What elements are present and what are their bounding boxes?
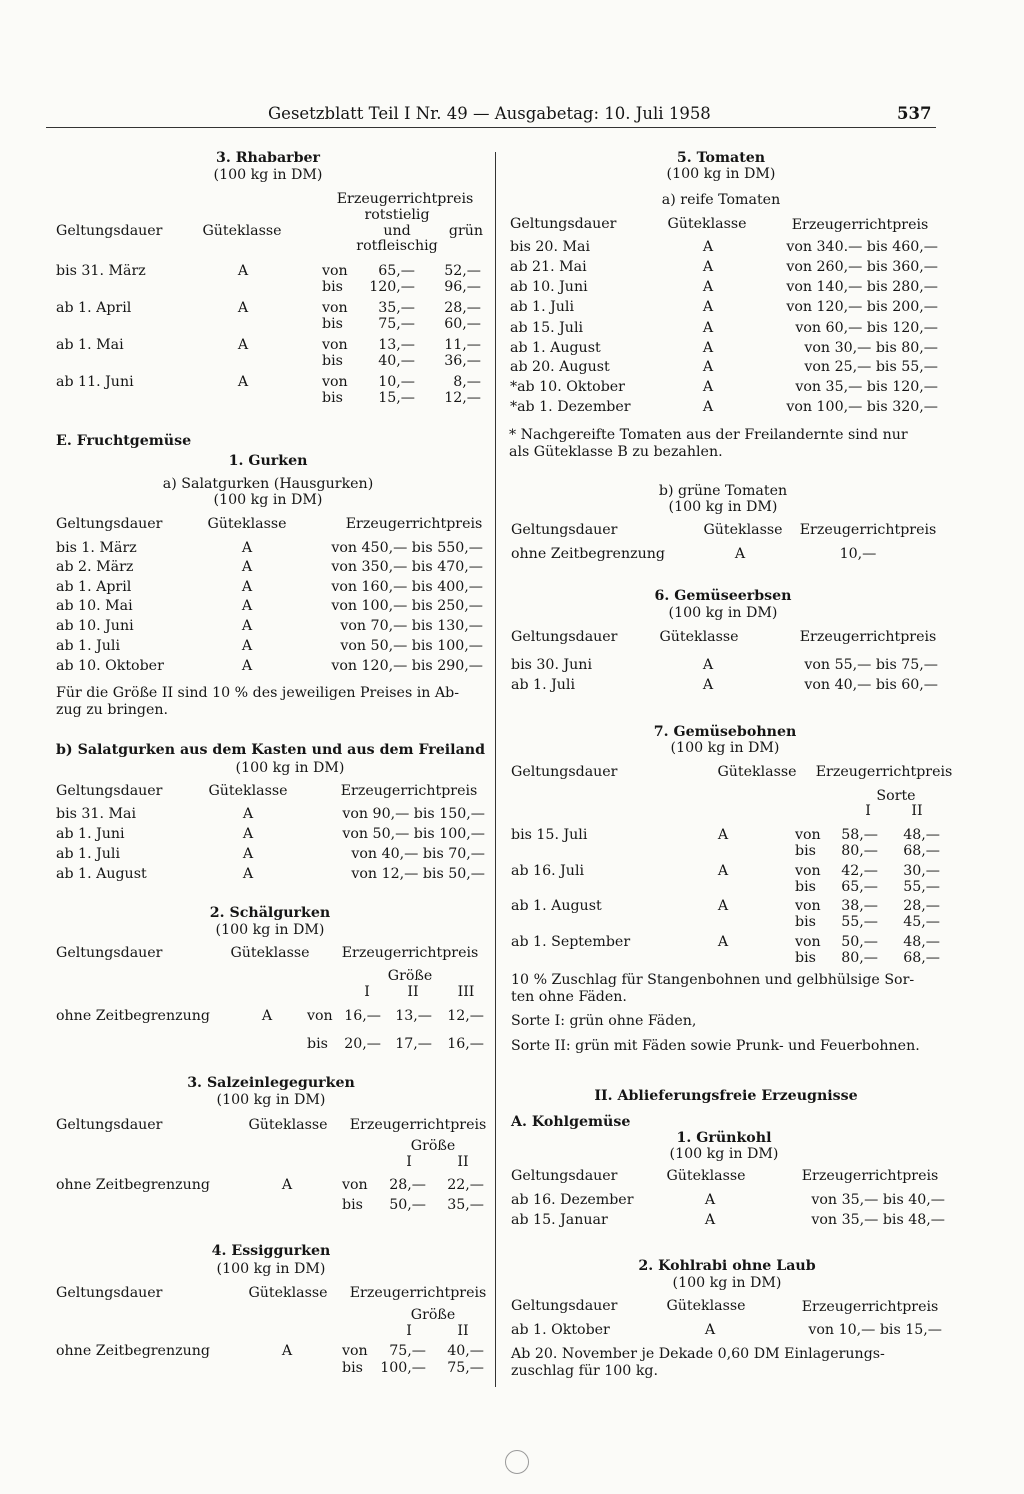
row-price: von 60,— bis 120,— <box>795 320 938 336</box>
row-class: A <box>237 374 249 390</box>
size-header: I <box>364 984 370 1000</box>
column-header: Erzeugerrichtpreis <box>801 1168 939 1184</box>
column-header: Erzeugerrichtpreis <box>349 1117 487 1133</box>
row-value: 75,— <box>389 1343 426 1359</box>
row-value: 16,— <box>447 1036 484 1052</box>
row-price: von 90,— bis 150,— <box>342 806 485 822</box>
column-header: Geltungsdauer <box>511 522 618 538</box>
column-header: Güteklasse <box>717 764 797 780</box>
row-price: von 25,— bis 55,— <box>804 359 938 375</box>
row-class: A <box>237 337 249 353</box>
row-period: ab 1. April <box>56 579 132 595</box>
stamp-mark <box>505 1450 529 1474</box>
row-value: 60,— <box>444 316 481 332</box>
row-class: A <box>717 898 729 914</box>
row-value: 80,— <box>841 843 878 859</box>
header-rule <box>46 127 936 128</box>
column-header: Geltungsdauer <box>511 1168 618 1184</box>
size-header: Größe <box>410 1307 456 1323</box>
row-class: A <box>242 826 254 842</box>
row-value: 13,— <box>395 1008 432 1024</box>
column-header: Güteklasse <box>207 516 287 532</box>
row-period: ab 15. Juli <box>510 320 584 336</box>
row-class: A <box>717 827 729 843</box>
row-class: A <box>242 806 254 822</box>
row-class: A <box>704 1322 716 1338</box>
row-price: 10,— <box>839 546 877 562</box>
row-value: 35,— <box>378 300 415 316</box>
row-word: bis <box>322 353 343 369</box>
column-header: Geltungsdauer <box>56 516 163 532</box>
row-value: 58,— <box>841 827 878 843</box>
row-price: von 50,— bis 100,— <box>342 826 485 842</box>
section-title: 3. Rhabarber <box>215 150 321 166</box>
section-title: 6. Gemüseerbsen <box>654 588 792 604</box>
row-price: von 12,— bis 50,— <box>351 866 485 882</box>
column-header: Güteklasse <box>667 216 747 232</box>
row-price: von 100,— bis 320,— <box>786 399 938 415</box>
column-header: Erzeugerrichtpreis <box>799 629 937 645</box>
column-header: Güteklasse <box>202 223 282 239</box>
row-word: von <box>322 263 348 279</box>
section-title: 3. Salzeinlegegurken <box>187 1075 355 1091</box>
row-class: A <box>241 638 253 654</box>
note-text: ten ohne Fäden. <box>511 989 627 1005</box>
row-value: 68,— <box>903 950 940 966</box>
row-value: 80,— <box>841 950 878 966</box>
row-price: von 30,— bis 80,— <box>804 340 938 356</box>
row-class: A <box>734 546 746 562</box>
unit-label: (100 kg in DM) <box>213 492 323 508</box>
row-period: ab 1. August <box>510 340 601 356</box>
row-class: A <box>241 618 253 634</box>
row-period: bis 31. Mai <box>56 806 137 822</box>
column-header: Geltungsdauer <box>56 783 163 799</box>
row-class: A <box>717 934 729 950</box>
note-text: Ab 20. November je Dekade 0,60 DM Einlagerungs- <box>511 1346 885 1362</box>
row-word: bis <box>342 1197 363 1213</box>
size-header: I <box>865 803 871 819</box>
row-value: 55,— <box>903 879 940 895</box>
unit-label: (100 kg in DM) <box>669 1146 779 1162</box>
row-period: bis 20. Mai <box>510 239 591 255</box>
row-period: ab 1. Juni <box>56 826 125 842</box>
column-header: Erzeugerrichtpreis <box>340 783 478 799</box>
row-word: von <box>795 827 821 843</box>
row-class: A <box>702 239 714 255</box>
size-header: II <box>911 803 923 819</box>
row-value: 55,— <box>841 914 878 930</box>
column-header: Erzeugerrichtpreis <box>801 1299 939 1315</box>
row-word: bis <box>795 843 816 859</box>
row-class: A <box>702 299 714 315</box>
unit-label: (100 kg in DM) <box>235 760 345 776</box>
row-value: 42,— <box>841 863 878 879</box>
section-title: 1. Gurken <box>228 453 308 469</box>
row-class: A <box>281 1177 293 1193</box>
row-price: von 35,— bis 48,— <box>811 1212 945 1228</box>
note-text: 10 % Zuschlag für Stangenbohnen und gelbhülsige Sor- <box>511 972 915 988</box>
row-class: A <box>702 279 714 295</box>
row-period: ab 16. Juli <box>511 863 585 879</box>
row-price: von 120,— bis 200,— <box>786 299 938 315</box>
unit-label: (100 kg in DM) <box>668 605 778 621</box>
row-price: von 100,— bis 250,— <box>331 598 483 614</box>
row-price: von 340.— bis 460,— <box>786 239 938 255</box>
row-word: bis <box>795 950 816 966</box>
row-word: bis <box>795 879 816 895</box>
row-class: A <box>237 263 249 279</box>
row-class: A <box>702 677 714 693</box>
row-price: von 50,— bis 100,— <box>340 638 483 654</box>
row-price: von 260,— bis 360,— <box>786 259 938 275</box>
row-word: bis <box>307 1036 328 1052</box>
row-value: 48,— <box>903 827 940 843</box>
row-value: 13,— <box>378 337 415 353</box>
row-price: von 35,— bis 40,— <box>811 1192 945 1208</box>
unit-label: (100 kg in DM) <box>215 922 325 938</box>
row-class: A <box>241 579 253 595</box>
section-title: 4. Essiggurken <box>211 1243 331 1259</box>
row-class: A <box>717 863 729 879</box>
row-period: ab 1. April <box>56 300 132 316</box>
column-divider <box>495 152 496 1387</box>
row-word: von <box>795 863 821 879</box>
row-class: A <box>702 399 714 415</box>
row-word: von <box>322 374 348 390</box>
row-class: A <box>702 340 714 356</box>
row-period: ab 1. Oktober <box>511 1322 610 1338</box>
row-value: 16,— <box>344 1008 381 1024</box>
row-value: 40,— <box>378 353 415 369</box>
row-class: A <box>241 540 253 556</box>
row-price: von 120,— bis 290,— <box>331 658 483 674</box>
column-header: Erzeugerrichtpreis <box>349 1285 487 1301</box>
row-value: 45,— <box>903 914 940 930</box>
row-value: 35,— <box>447 1197 484 1213</box>
subsection-title: a) reife Tomaten <box>661 192 781 208</box>
section-title: 2. Schälgurken <box>209 905 331 921</box>
column-header: Erzeugerrichtpreis <box>791 217 929 233</box>
row-value: 96,— <box>444 279 481 295</box>
row-price: von 55,— bis 75,— <box>804 657 938 673</box>
unit-label: (100 kg in DM) <box>670 740 780 756</box>
column-subheader: und <box>383 223 411 239</box>
row-word: von <box>342 1177 368 1193</box>
row-value: 38,— <box>841 898 878 914</box>
column-header: Erzeugerrichtpreis <box>341 945 479 961</box>
row-value: 12,— <box>444 390 481 406</box>
row-period: ab 21. Mai <box>510 259 587 275</box>
section-heading: A. Kohlgemüse <box>511 1114 631 1130</box>
row-value: 28,— <box>444 300 481 316</box>
row-word: von <box>307 1008 333 1024</box>
row-period: ohne Zeitbegrenzung <box>56 1343 210 1359</box>
row-value: 48,— <box>903 934 940 950</box>
section-title: 7. Gemüsebohnen <box>653 724 797 740</box>
row-value: 100,— <box>380 1360 426 1376</box>
row-price: von 70,— bis 130,— <box>340 618 483 634</box>
column-header: Güteklasse <box>230 945 310 961</box>
row-period: ohne Zeitbegrenzung <box>56 1008 210 1024</box>
row-class: A <box>702 379 714 395</box>
row-class: A <box>241 598 253 614</box>
unit-label: (100 kg in DM) <box>213 167 323 183</box>
row-price: von 40,— bis 60,— <box>804 677 938 693</box>
row-value: 50,— <box>389 1197 426 1213</box>
section-title: 2. Kohlrabi ohne Laub <box>638 1258 816 1274</box>
section-title: 1. Grünkohl <box>676 1130 772 1146</box>
note-text: als Güteklasse B zu bezahlen. <box>509 444 723 460</box>
row-value: 28,— <box>389 1177 426 1193</box>
row-word: bis <box>322 390 343 406</box>
row-period: ohne Zeitbegrenzung <box>56 1177 210 1193</box>
row-period: ab 1. September <box>511 934 631 950</box>
row-period: ab 15. Januar <box>511 1212 608 1228</box>
column-header: Güteklasse <box>666 1168 746 1184</box>
column-subheader: rotstielig <box>364 207 430 223</box>
size-header: Größe <box>387 968 433 984</box>
row-word: bis <box>322 279 343 295</box>
row-value: 36,— <box>444 353 481 369</box>
column-header: Güteklasse <box>703 522 783 538</box>
unit-label: (100 kg in DM) <box>668 499 778 515</box>
row-value: 50,— <box>841 934 878 950</box>
unit-label: (100 kg in DM) <box>666 166 776 182</box>
column-header: Geltungsdauer <box>510 216 617 232</box>
row-value: 28,— <box>903 898 940 914</box>
row-word: bis <box>795 914 816 930</box>
row-period: ab 2. März <box>56 559 134 575</box>
row-word: bis <box>342 1360 363 1376</box>
column-header: Güteklasse <box>659 629 739 645</box>
column-header: Geltungsdauer <box>56 1285 163 1301</box>
running-header: Gesetzblatt Teil I Nr. 49 — Ausgabetag: 10. Juli 1958 <box>268 104 711 123</box>
section-heading: E. Fruchtgemüse <box>56 433 192 449</box>
row-value: 120,— <box>369 279 415 295</box>
row-value: 15,— <box>378 390 415 406</box>
row-value: 30,— <box>903 863 940 879</box>
row-class: A <box>704 1212 716 1228</box>
note-text: * Nachgereifte Tomaten aus der Freilandernte sind nur <box>509 427 908 443</box>
row-period: ab 1. Juli <box>56 638 120 654</box>
row-period: bis 31. März <box>56 263 146 279</box>
column-subheader: rotfleischig <box>356 238 438 254</box>
row-period: ab 1. August <box>56 866 147 882</box>
row-period: *ab 1. Dezember <box>510 399 631 415</box>
row-period: ab 20. August <box>510 359 610 375</box>
row-price: von 160,— bis 400,— <box>331 579 483 595</box>
row-class: A <box>704 1192 716 1208</box>
size-header: II <box>457 1154 469 1170</box>
column-header: Geltungsdauer <box>56 945 163 961</box>
row-period: *ab 10. Oktober <box>510 379 625 395</box>
subsection-title: b) Salatgurken aus dem Kasten und aus dem Freiland <box>56 742 485 758</box>
column-header: Geltungsdauer <box>511 1298 618 1314</box>
row-period: ab 10. Oktober <box>56 658 164 674</box>
unit-label: (100 kg in DM) <box>216 1261 326 1277</box>
note-text: Sorte I: grün ohne Fäden, <box>511 1013 697 1029</box>
subsection-title: a) Salatgurken (Hausgurken) <box>162 476 374 492</box>
row-period: ab 10. Juni <box>56 618 134 634</box>
row-period: ab 1. Juli <box>510 299 574 315</box>
size-header: Größe <box>410 1138 456 1154</box>
note-text: Sorte II: grün mit Fäden sowie Prunk- und Feuerbohnen. <box>511 1038 920 1054</box>
row-class: A <box>261 1008 273 1024</box>
row-price: von 40,— bis 70,— <box>351 846 485 862</box>
column-header: Güteklasse <box>666 1298 746 1314</box>
row-value: 12,— <box>447 1008 484 1024</box>
row-value: 10,— <box>378 374 415 390</box>
row-word: von <box>795 898 821 914</box>
row-period: ab 11. Juni <box>56 374 134 390</box>
row-price: von 10,— bis 15,— <box>808 1322 942 1338</box>
row-price: von 350,— bis 470,— <box>331 559 483 575</box>
note-text: zuschlag für 100 kg. <box>511 1363 659 1379</box>
section-heading: II. Ablieferungsfreie Erzeugnisse <box>594 1088 858 1104</box>
row-class: A <box>702 320 714 336</box>
unit-label: (100 kg in DM) <box>672 1275 782 1291</box>
column-header: Erzeugerrichtpreis <box>799 522 937 538</box>
column-header: Erzeugerrichtpreis <box>345 516 483 532</box>
row-word: bis <box>322 316 343 332</box>
size-header: II <box>457 1323 469 1339</box>
size-header: III <box>457 984 475 1000</box>
section-title: 5. Tomaten <box>676 150 766 166</box>
row-class: A <box>702 359 714 375</box>
note-text: Für die Größe II sind 10 % des jeweiligen Preises in Ab- <box>56 685 460 701</box>
note-text: zug zu bringen. <box>56 702 168 718</box>
column-header: Geltungsdauer <box>511 764 618 780</box>
page-number: 537 <box>897 104 932 123</box>
size-header: Sorte <box>876 788 916 804</box>
row-word: von <box>795 934 821 950</box>
row-value: 8,— <box>453 374 481 390</box>
subsection-title: b) grüne Tomaten <box>658 483 788 499</box>
row-class: A <box>241 559 253 575</box>
column-header: Erzeugerrichtpreis <box>815 764 953 780</box>
row-period: bis 1. März <box>56 540 137 556</box>
row-word: von <box>322 300 348 316</box>
column-subheader: grün <box>448 223 484 239</box>
row-period: ab 1. Mai <box>56 337 124 353</box>
row-value: 75,— <box>447 1360 484 1376</box>
row-value: 65,— <box>378 263 415 279</box>
row-period: ab 10. Juni <box>510 279 588 295</box>
row-value: 52,— <box>444 263 481 279</box>
row-value: 20,— <box>344 1036 381 1052</box>
column-header: Geltungsdauer <box>511 629 618 645</box>
row-class: A <box>242 866 254 882</box>
row-class: A <box>237 300 249 316</box>
column-header: Güteklasse <box>208 783 288 799</box>
column-header: Geltungsdauer <box>56 223 163 239</box>
size-header: I <box>406 1323 412 1339</box>
size-header: II <box>407 984 419 1000</box>
row-period: ab 10. Mai <box>56 598 133 614</box>
row-class: A <box>702 657 714 673</box>
row-class: A <box>702 259 714 275</box>
row-value: 22,— <box>447 1177 484 1193</box>
size-header: I <box>406 1154 412 1170</box>
row-period: ab 1. August <box>511 898 602 914</box>
row-value: 17,— <box>395 1036 432 1052</box>
row-price: von 450,— bis 550,— <box>331 540 483 556</box>
row-period: ab 16. Dezember <box>511 1192 634 1208</box>
row-class: A <box>242 846 254 862</box>
row-value: 40,— <box>447 1343 484 1359</box>
row-price: von 140,— bis 280,— <box>786 279 938 295</box>
unit-label: (100 kg in DM) <box>216 1092 326 1108</box>
row-value: 65,— <box>841 879 878 895</box>
row-word: von <box>322 337 348 353</box>
row-period: ohne Zeitbegrenzung <box>511 546 665 562</box>
row-word: von <box>342 1343 368 1359</box>
row-price: von 35,— bis 120,— <box>795 379 938 395</box>
row-period: bis 15. Juli <box>511 827 588 843</box>
column-header: Güteklasse <box>248 1117 328 1133</box>
column-header: Güteklasse <box>248 1285 328 1301</box>
row-period: bis 30. Juni <box>511 657 592 673</box>
row-value: 68,— <box>903 843 940 859</box>
row-period: ab 1. Juli <box>511 677 575 693</box>
row-period: ab 1. Juli <box>56 846 120 862</box>
row-value: 11,— <box>444 337 481 353</box>
column-header: Geltungsdauer <box>56 1117 163 1133</box>
row-class: A <box>241 658 253 674</box>
row-value: 75,— <box>378 316 415 332</box>
row-class: A <box>281 1343 293 1359</box>
column-header: Erzeugerrichtpreis <box>336 191 474 207</box>
